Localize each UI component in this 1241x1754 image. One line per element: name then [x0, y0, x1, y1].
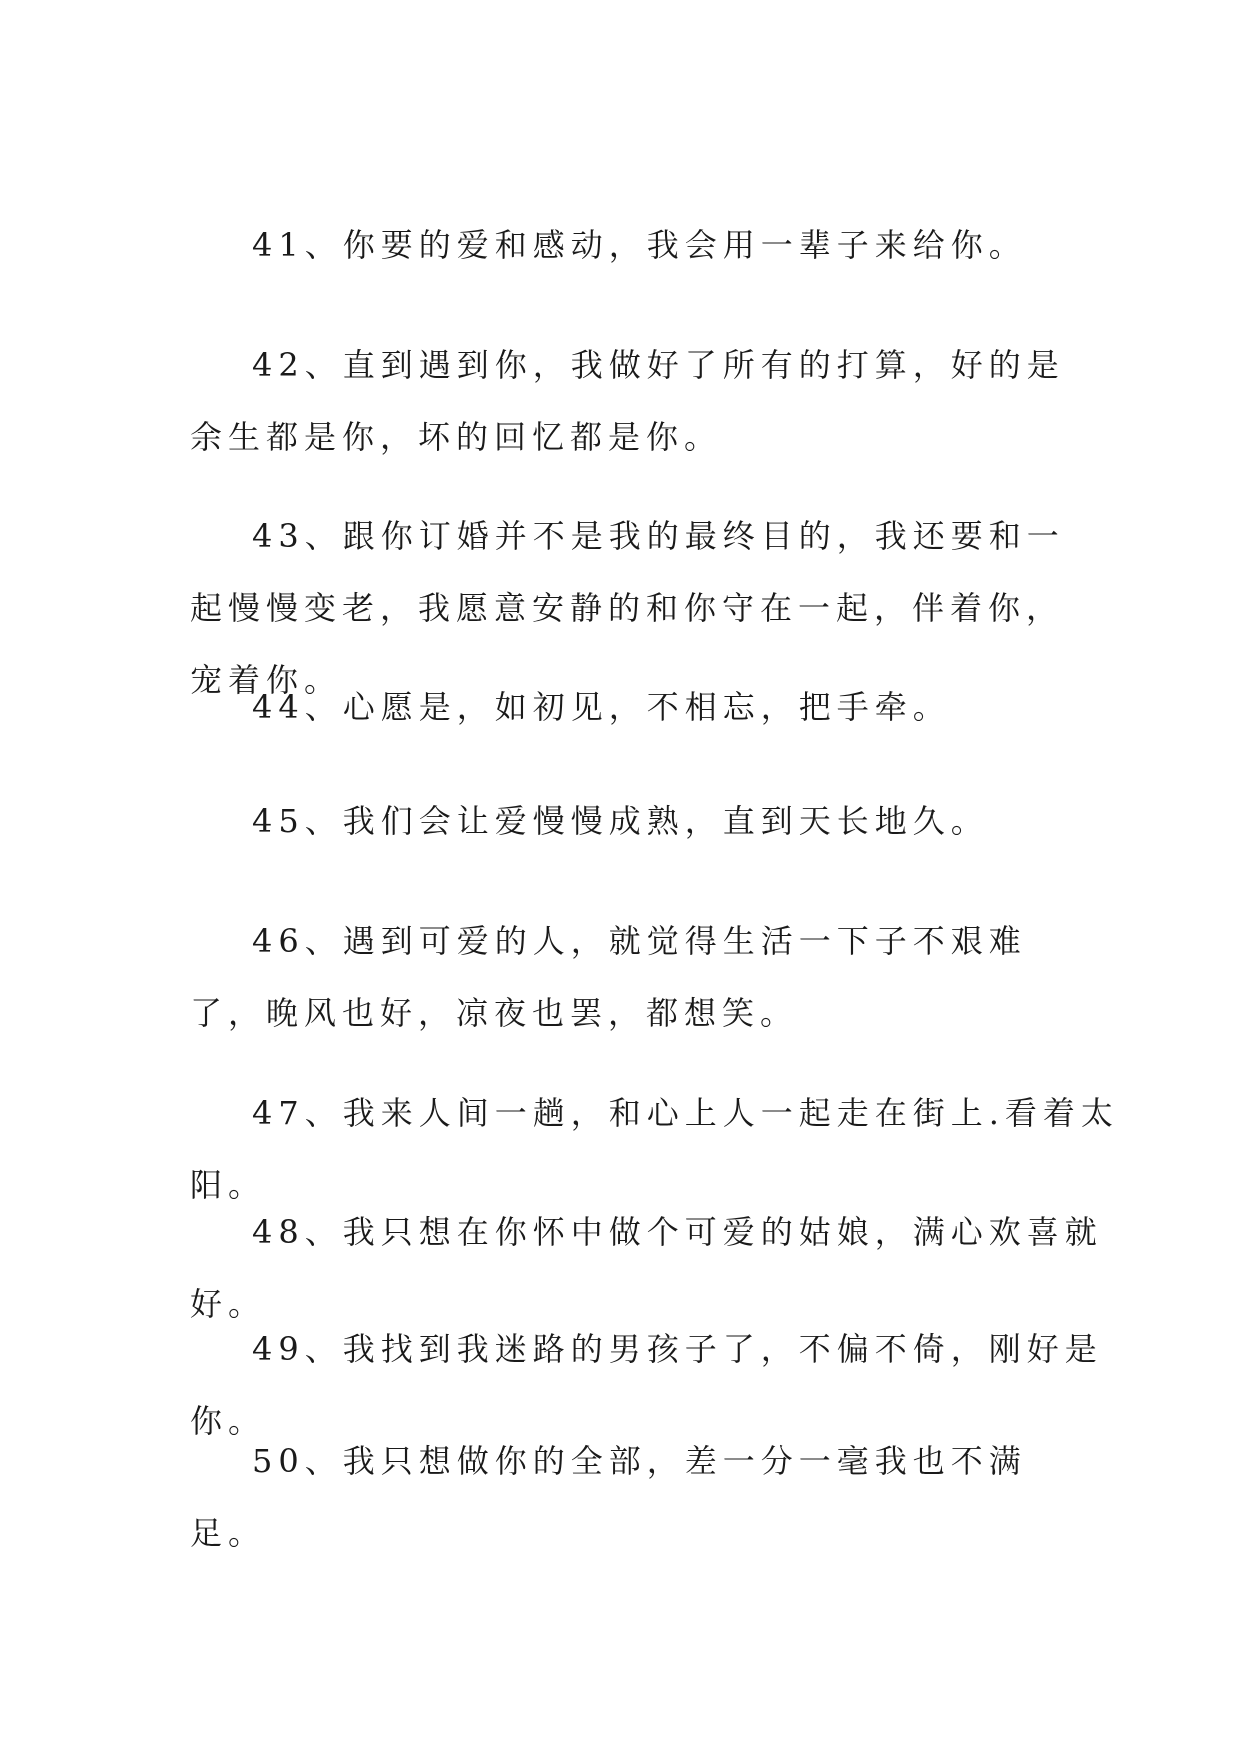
- paragraph-45: 45、我们会让爱慢慢成熟，直到天长地久。: [252, 802, 989, 840]
- paragraph-49: 49、我找到我迷路的男孩子了，不偏不倚，刚好是你。: [190, 1330, 1103, 1440]
- paragraph-43: 43、跟你订婚并不是我的最终目的，我还要和一起慢慢变老，我愿意安静的和你守在一起，伴着你，宠着你。: [190, 517, 1065, 699]
- paragraph-47: 47、我来人间一趟，和心上人一起走在街上.看着太阳。: [190, 1094, 1119, 1204]
- paragraph-42: 42、直到遇到你，我做好了所有的打算，好的是余生都是你，坏的回忆都是你。: [190, 346, 1065, 456]
- paragraph-48: 48、我只想在你怀中做个可爱的姑娘，满心欢喜就好。: [190, 1213, 1103, 1323]
- paragraph-44: 44、心愿是，如初见，不相忘，把手牵。: [252, 688, 951, 726]
- paragraph-50: 50、我只想做你的全部，差一分一毫我也不满足。: [190, 1442, 1027, 1552]
- paragraph-46: 46、遇到可爱的人，就觉得生活一下子不艰难了，晚风也好，凉夜也罢，都想笑。: [190, 922, 1027, 1032]
- paragraph-41: 41、你要的爱和感动，我会用一辈子来给你。: [252, 226, 1027, 264]
